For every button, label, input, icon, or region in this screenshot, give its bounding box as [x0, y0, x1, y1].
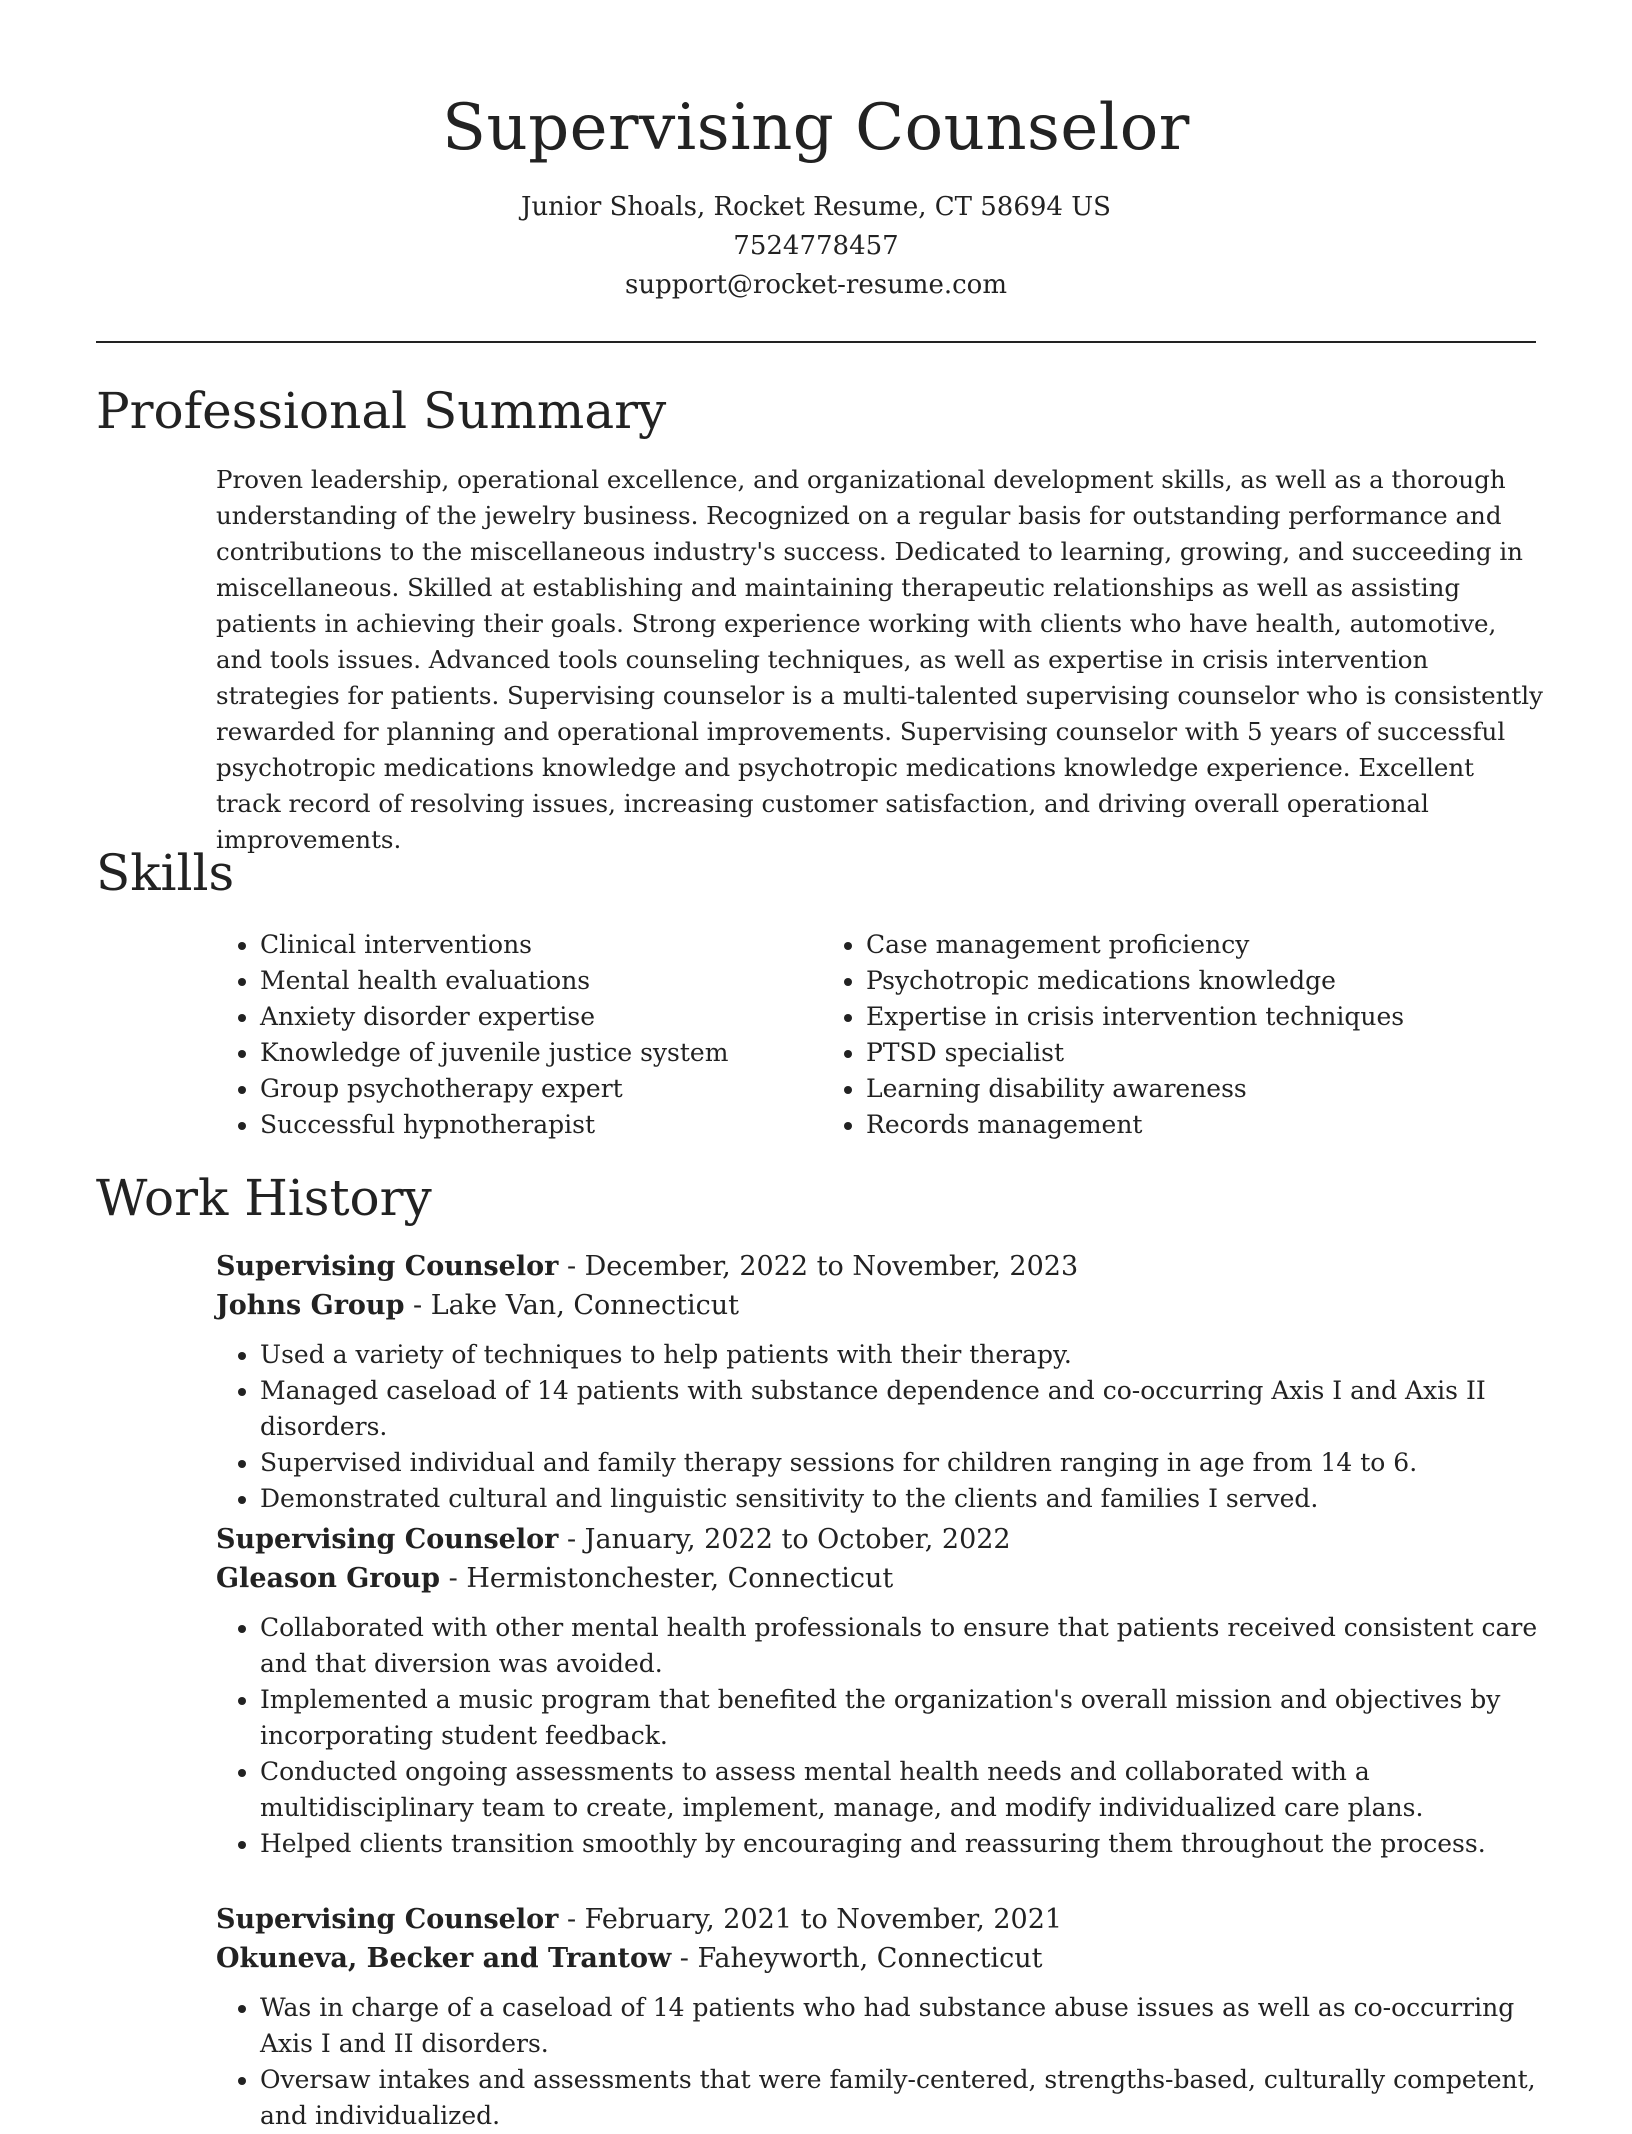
- skill-item: • Mental health evaluations: [260, 963, 822, 999]
- skill-item: • Successful hypnotherapist: [260, 1107, 822, 1143]
- skills-heading: Skills: [96, 844, 235, 902]
- job-location: - Hermistonchester, Connecticut: [440, 1563, 894, 1594]
- job-dates: - February, 2021 to November, 2021: [558, 1904, 1063, 1935]
- skill-item: • Clinical interventions: [260, 927, 822, 963]
- contact-info: [0, 188, 1632, 305]
- job-entry: [216, 1247, 1546, 1517]
- job-duties: [216, 1610, 1546, 1862]
- candidate-name: Supervising Counselor: [442, 91, 1190, 165]
- job-company-line: [216, 1286, 1546, 1325]
- job-title-line: [216, 1247, 1546, 1286]
- skills-column-2: [822, 927, 1472, 1143]
- skill-item: • Group psychotherapy expert: [260, 1071, 822, 1107]
- header-divider: [96, 341, 1536, 343]
- job-duty: • Used a variety of techniques to help patients with their therapy.: [260, 1337, 1546, 1373]
- job-duty: • Collaborated with other mental health professionals to ensure that patients received consistent care and that diversion was avoided.: [260, 1610, 1546, 1682]
- job-location: - Faheyworth, Connecticut: [671, 1943, 1043, 1974]
- job-company: Okuneva, Becker and Trantow: [216, 1943, 672, 1974]
- job-duty: • Implemented a music program that benefited the organization's overall mission and objectives by incorporating student feedback.: [260, 1682, 1546, 1754]
- contact-address: Junior Shoals, Rocket Resume, CT 58694 US: [521, 192, 1111, 222]
- resume-header: [0, 0, 1632, 305]
- job-dates: - December, 2022 to November, 2023: [558, 1251, 1079, 1282]
- job-company-line: [216, 1559, 1546, 1598]
- job-duty: • Demonstrated cultural and linguistic sensitivity to the clients and families I served.: [260, 1481, 1546, 1517]
- job-entry: [216, 1520, 1546, 1862]
- job-title: Supervising Counselor: [216, 1904, 559, 1935]
- job-company: Johns Group: [216, 1290, 405, 1321]
- skill-item: • Anxiety disorder expertise: [260, 999, 822, 1035]
- job-duty: • Oversaw intakes and assessments that were family-centered, strengths-based, culturally competent, and individualized.: [260, 2062, 1546, 2134]
- job-duty: • Supervised individual and family therapy sessions for children ranging in age from 14 to 6.: [260, 1445, 1546, 1481]
- contact-email: support@rocket-resume.com: [624, 270, 1007, 300]
- skill-item: • PTSD specialist: [866, 1035, 1472, 1071]
- skills-column-1: [216, 927, 822, 1143]
- job-duties: [216, 1337, 1546, 1517]
- skill-item: • Learning disability awareness: [866, 1071, 1472, 1107]
- job-entry: [216, 1900, 1546, 2134]
- summary-heading: Professional Summary: [96, 382, 667, 440]
- job-title-line: [216, 1900, 1546, 1939]
- job-duty: • Helped clients transition smoothly by encouraging and reassuring them throughout the process.: [260, 1826, 1546, 1862]
- job-company-line: [216, 1939, 1546, 1978]
- skill-item: • Knowledge of juvenile justice system: [260, 1035, 822, 1071]
- job-duty: • Managed caseload of 14 patients with substance dependence and co-occurring Axis I and Axis II disorders.: [260, 1373, 1546, 1445]
- job-duties: [216, 1990, 1546, 2134]
- job-title-line: [216, 1520, 1546, 1559]
- contact-phone: 7524778457: [733, 231, 899, 261]
- job-title: Supervising Counselor: [216, 1251, 559, 1282]
- work-history-heading: Work History: [96, 1169, 432, 1227]
- job-dates: - January, 2022 to October, 2022: [558, 1524, 1011, 1555]
- job-duty: • Was in charge of a caseload of 14 patients who had substance abuse issues as well as co-occurring Axis I and II disorders.: [260, 1990, 1546, 2062]
- job-location: - Lake Van, Connecticut: [404, 1290, 739, 1321]
- skill-item: • Psychotropic medications knowledge: [866, 963, 1472, 999]
- skill-item: • Case management proficiency: [866, 927, 1472, 963]
- skills-list: [216, 927, 1536, 1143]
- skill-item: • Records management: [866, 1107, 1472, 1143]
- job-duty: • Conducted ongoing assessments to assess mental health needs and collaborated with a multidisciplinary team to create, implement, manage, and modify individualized care plans.: [260, 1754, 1546, 1826]
- job-company: Gleason Group: [216, 1563, 441, 1594]
- skill-item: • Expertise in crisis intervention techniques: [866, 999, 1472, 1035]
- summary-text: Proven leadership, operational excellence, and organizational development skills, as well as a thorough understanding of the jewelry business. Recognized on a regular basis for outstanding performance and contributions to the miscellaneous industry's success. Dedicated to learning, growing, and succeeding in miscellaneous. Skilled at establishing and maintaining therapeutic relationships as well as assisting patients in achieving their goals. Strong experience working with clients who have health, automotive, and tools issues. Advanced tools counseling techniques, as well as expertise in crisis intervention strategies for patients. Supervising counselor is a multi-talented supervising counselor who is consistently rewarded for planning and operational improvements. Supervising counselor with 5 years of successful psychotropic medications knowledge and psychotropic medications knowledge experience. Excellent track record of resolving issues, increasing customer satisfaction, and driving overall operational improvements.: [216, 465, 1543, 854]
- job-title: Supervising Counselor: [216, 1524, 559, 1555]
